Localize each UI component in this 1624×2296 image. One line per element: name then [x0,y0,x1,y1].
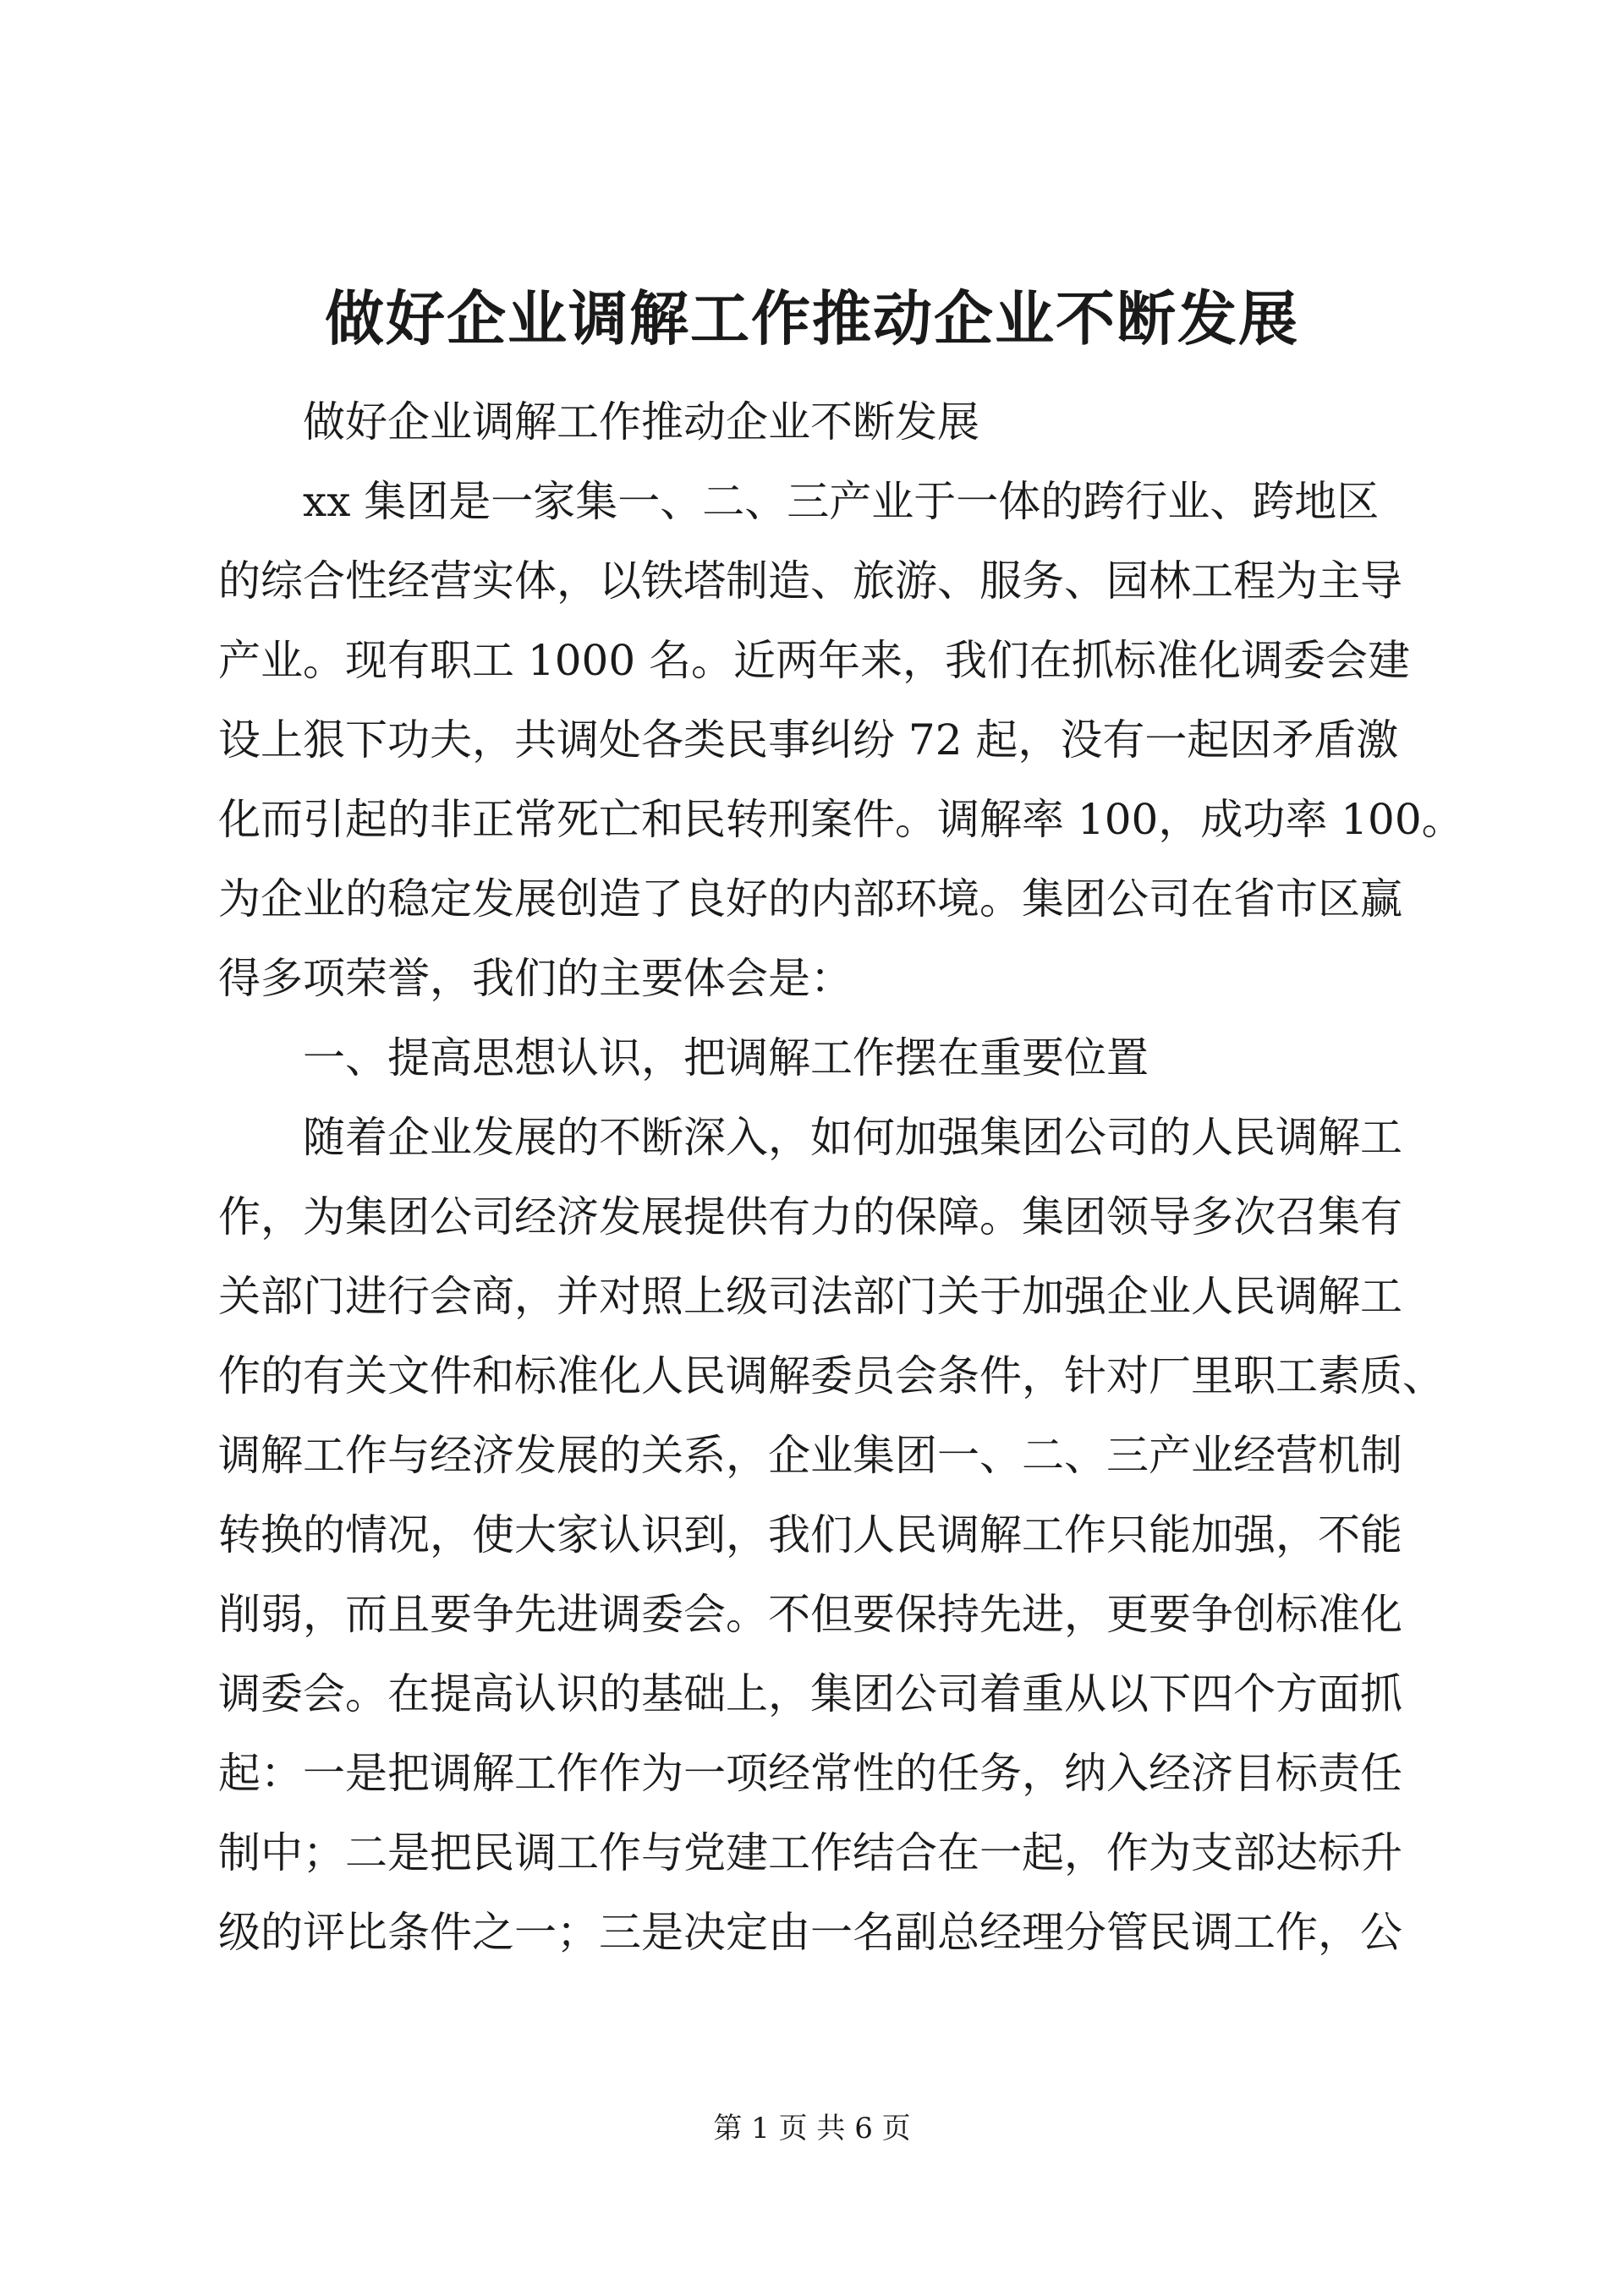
text-line: 设上狠下功夫，共调处各类民事纠纷 72 起，没有一起因矛盾激 [218,715,1399,764]
text-line: 作，为集团公司经济发展提供有力的保障。集团领导多次召集有 [218,1192,1402,1241]
text-line: 化而引起的非正常死亡和民转刑案件。调解率 100，成功率 100。 [218,795,1464,844]
text-line: 的综合性经营实体，以铁塔制造、旅游、服务、园林工程为主导 [218,556,1402,606]
page-footer: 第 1 页 共 6 页 [713,2112,911,2145]
text-line: 一、提高思想认识，把调解工作摆在重要位置 [303,1033,1149,1082]
text-line: 产业。现有职工 1000 名。近两年来，我们在抓标准化调委会建 [218,636,1411,685]
text-line: 削弱，而且要争先进调委会。不但要保持先进，更要争创标准化 [218,1590,1402,1639]
text-line: 起：一是把调解工作作为一项经常性的任务，纳入经济目标责任 [218,1749,1402,1798]
document-body [218,382,1464,1972]
text-line: 级的评比条件之一；三是决定由一名副总经理分管民调工作，公 [218,1908,1402,1957]
text-line: xx 集团是一家集一、二、三产业于一体的跨行业、跨地区 [303,477,1380,526]
text-line: 为企业的稳定发展创造了良好的内部环境。集团公司在省市区赢 [218,874,1402,923]
text-line: 调委会。在提高认识的基础上，集团公司着重从以下四个方面抓 [218,1669,1402,1718]
text-line: 关部门进行会商，并对照上级司法部门关于加强企业人民调解工 [218,1272,1402,1321]
text-line: 作的有关文件和标准化人民调解委员会条件，针对厂里职工素质、 [218,1351,1445,1400]
text-line: 调解工作与经济发展的关系，企业集团一、二、三产业经营机制 [218,1431,1402,1480]
text-line: 做好企业调解工作推动企业不断发展 [303,397,979,447]
text-line: 制中；二是把民调工作与党建工作结合在一起，作为支部达标升 [218,1828,1402,1877]
document-title: 做好企业调解工作推动企业不断发展 [325,283,1299,353]
text-line: 随着企业发展的不断深入，如何加强集团公司的人民调解工 [303,1113,1402,1162]
text-line: 得多项荣誉，我们的主要体会是： [218,954,853,1003]
text-line: 转换的情况，使大家认识到，我们人民调解工作只能加强，不能 [218,1510,1402,1559]
